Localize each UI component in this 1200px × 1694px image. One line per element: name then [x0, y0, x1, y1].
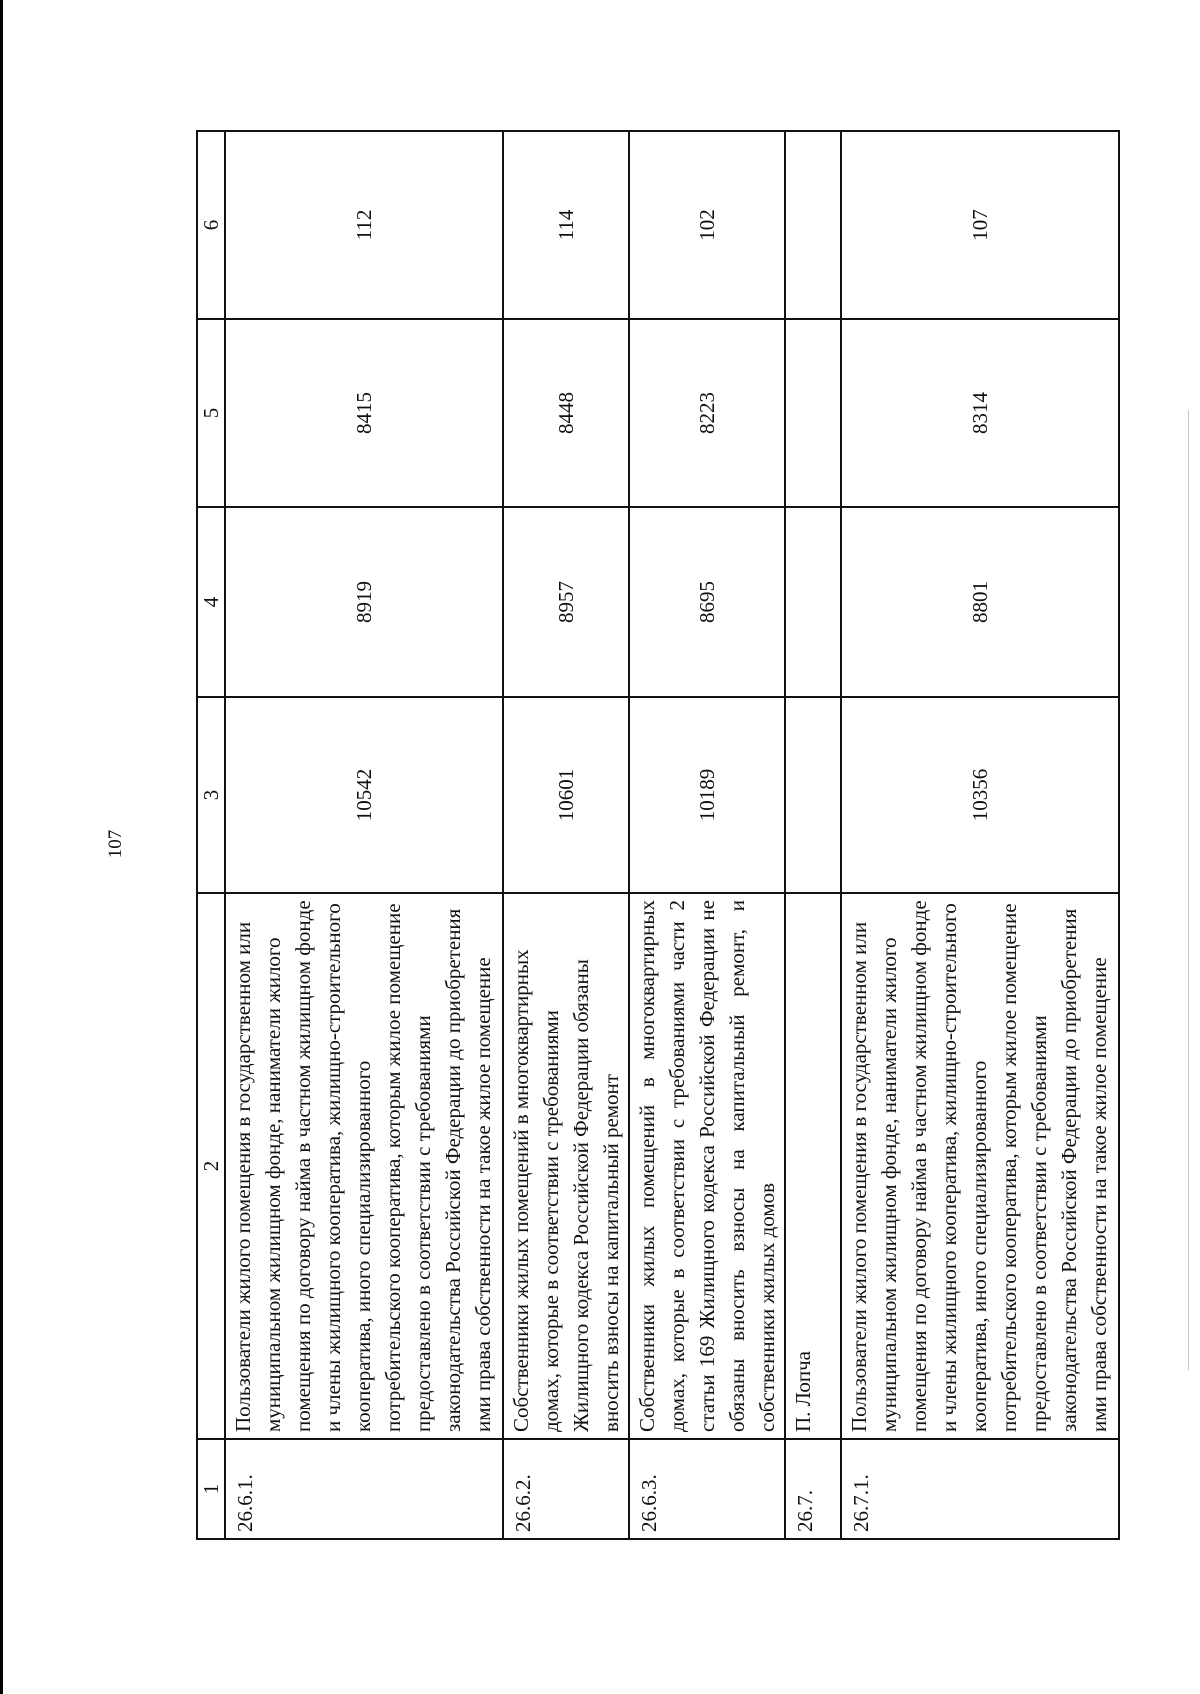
header-row	[197, 131, 225, 1539]
header-col-4: 4	[197, 507, 225, 697]
header-col-5: 5	[197, 319, 225, 507]
row-value-col-4	[785, 507, 841, 697]
row-value-col-6: 114	[503, 131, 629, 319]
row-value-col-5: 8415	[225, 319, 503, 507]
row-value-col-3: 10542	[225, 697, 503, 893]
scan-artifact-line	[1188, 410, 1189, 1370]
row-value-col-3: 10601	[503, 697, 629, 893]
header-col-1: 1	[197, 1439, 225, 1539]
page-number: 107	[105, 829, 126, 859]
header-col-2: 2	[197, 893, 225, 1439]
table-row	[225, 131, 503, 1539]
row-value-col-5: 8314	[841, 319, 1119, 507]
row-value-col-4: 8695	[629, 507, 785, 697]
row-value-col-6: 107	[841, 131, 1119, 319]
row-value-col-6	[785, 131, 841, 319]
row-code: 26.6.2.	[503, 1439, 629, 1539]
row-value-col-3: 10356	[841, 697, 1119, 893]
row-value-col-6: 102	[629, 131, 785, 319]
rotated-table-frame	[196, 132, 1120, 1540]
row-description: Собственники жилых помещений в многоквартирных домах, которые в соответствии с требованиями Жилищного кодекса Российской Федерации обязаны вносить взносы на капитальный ремонт	[503, 893, 629, 1439]
row-code: 26.6.3.	[629, 1439, 785, 1539]
header-col-6: 6	[197, 131, 225, 319]
table-container	[196, 132, 1120, 1540]
header-col-3: 3	[197, 697, 225, 893]
row-value-col-3: 10189	[629, 697, 785, 893]
row-value-col-5	[785, 319, 841, 507]
row-value-col-4: 8919	[225, 507, 503, 697]
row-code: 26.7.1.	[841, 1439, 1119, 1539]
row-code: 26.7.	[785, 1439, 841, 1539]
row-description: Пользователи жилого помещения в государственном или муниципальном жилищном фонде, наниматели жилого помещения по договору найма в частном жилищном фонде и члены жилищного кооператива, жилищно-строительного кооператива, иного специализированного потребительского кооператива, которым жилое помещение предоставлено в соответствии с требованиями законодательства Российской Федерации до приобретения ими права собственности на такое жилое помещение	[841, 893, 1119, 1439]
row-value-col-4: 8801	[841, 507, 1119, 697]
row-description: П. Лопча	[785, 893, 841, 1439]
scan-edge	[0, 0, 3, 1694]
row-value-col-6: 112	[225, 131, 503, 319]
table-row	[503, 131, 629, 1539]
row-description: Собственники жилых помещений в многоквартирных домах, которые в соответствии с требованиями части 2 статьи 169 Жилищного кодекса Российской Федерации не обязаны вносить взносы на капитальный ремонт, и собственники жилых домов	[629, 893, 785, 1439]
row-value-col-5: 8223	[629, 319, 785, 507]
row-description: Пользователи жилого помещения в государственном или муниципальном жилищном фонде, наниматели жилого помещения по договору найма в частном жилищном фонде и члены жилищного кооператива, жилищно-строительного кооператива, иного специализированного потребительского кооператива, которым жилое помещение предоставлено в соответствии с требованиями законодательства Российской Федерации до приобретения ими права собственности на такое жилое помещение	[225, 893, 503, 1439]
row-code: 26.6.1.	[225, 1439, 503, 1539]
row-value-col-4: 8957	[503, 507, 629, 697]
table-row	[785, 131, 841, 1539]
row-value-col-3	[785, 697, 841, 893]
row-value-col-5: 8448	[503, 319, 629, 507]
table-row	[629, 131, 785, 1539]
tariff-table	[196, 130, 1120, 1540]
table-row	[841, 131, 1119, 1539]
